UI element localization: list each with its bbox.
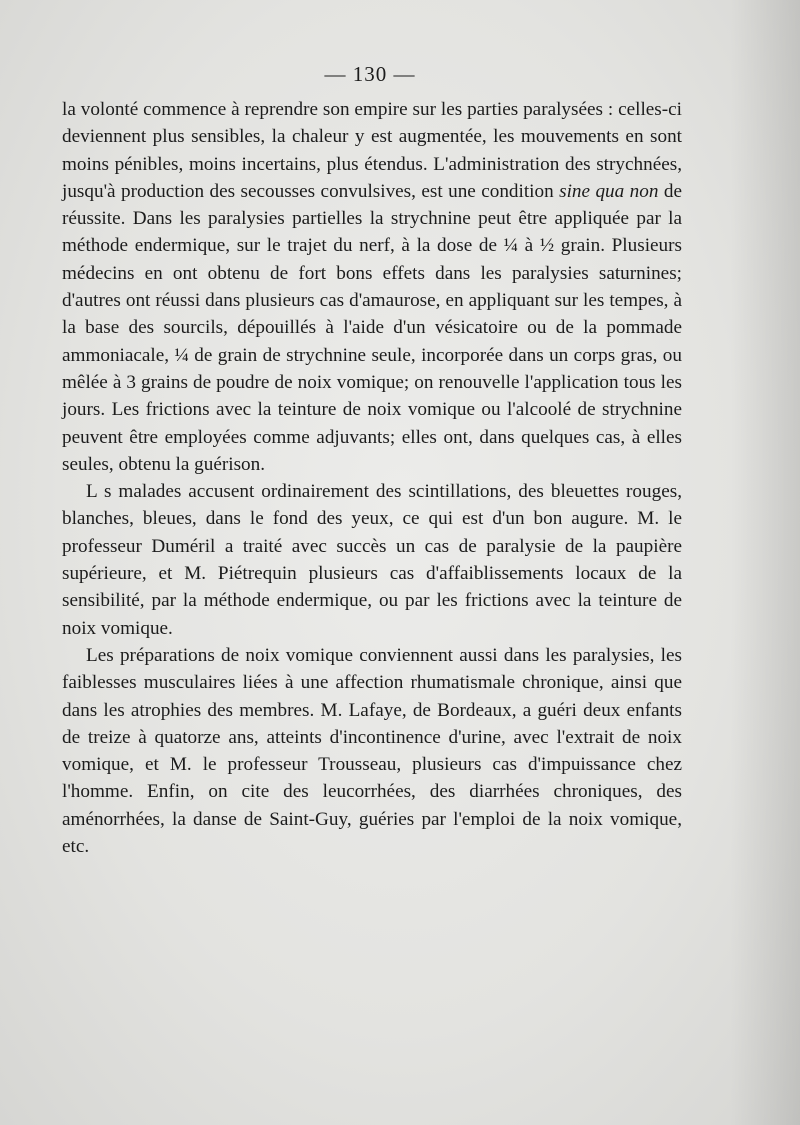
- page-number: — 130 —: [324, 62, 416, 86]
- text-run: de réussite. Dans les paralysies partielles la strychnine peut être appliquée par la méthode endermique, sur le trajet du nerf, à la dose de ¼ à ½ grain. Plusieurs médecins en ont obtenu de fort bons effets dans les paralysies saturnines; d'autres ont réussi dans plusieurs cas d'amaurose, en appliquant sur les tempes, à la base des sourcils, dépouillés à l'aide d'un vésicatoire ou de la pommade ammoniacale, ¼ de grain de strychnine seule, incorporée dans un corps gras, ou mêlée à 3 grains de poudre de noix vomique; on renouvelle l'application tous les jours. Les frictions avec la teinture de noix vomique ou l'alcoolé de strychnine peuvent être employées comme adjuvants; elles ont, dans quelques cas, à elles seules, obtenu la guérison.: [62, 180, 682, 475]
- paragraph-1: [62, 96, 682, 478]
- paragraph-2: [62, 478, 682, 642]
- text-run: la volonté commence à reprendre son empire sur les parties paralysées : celles-ci deviennent plus sensibles, la chaleur y est augmentée, les mouvements en sont moins pénibles, moins incertains, plus étendus. L'administration des strychnées, jusqu'à production des secousses convulsives, est une condition: [62, 99, 682, 202]
- body-text: [62, 96, 682, 860]
- paragraph-3: [62, 642, 682, 860]
- text-run: Les préparations de noix vomique conviennent aussi dans les paralysies, les faiblesses musculaires liées à une affection rhumatismale chronique, ainsi que dans les atrophies des membres. M. Lafaye, de Bordeaux, a guéri deux enfants de treize à quatorze ans, atteints d'incontinence d'urine, avec l'extrait de noix vomique, et M. le professeur Trousseau, plusieurs cas d'impuissance chez l'homme. Enfin, on cite des leucorrhées, des diarrhées chroniques, des aménorrhées, la danse de Saint-Guy, guéries par l'emploi de la noix vomique, etc.: [62, 644, 682, 858]
- italic-text-run: sine qua non: [559, 180, 659, 202]
- text-run: L s malades accusent ordinairement des scintillations, des bleuettes rouges, blanches, bleues, dans le fond des yeux, ce qui est d'un bon augure. M. le professeur Duméril a traité avec succès un cas de paralysie de la paupière supérieure, et M. Piétrequin plusieurs cas d'affaiblissements locaux de la sensibilité, par la méthode endermique, ou par les frictions avec la teinture de noix vomique.: [62, 481, 682, 639]
- page-edge-shadow: [730, 0, 800, 1125]
